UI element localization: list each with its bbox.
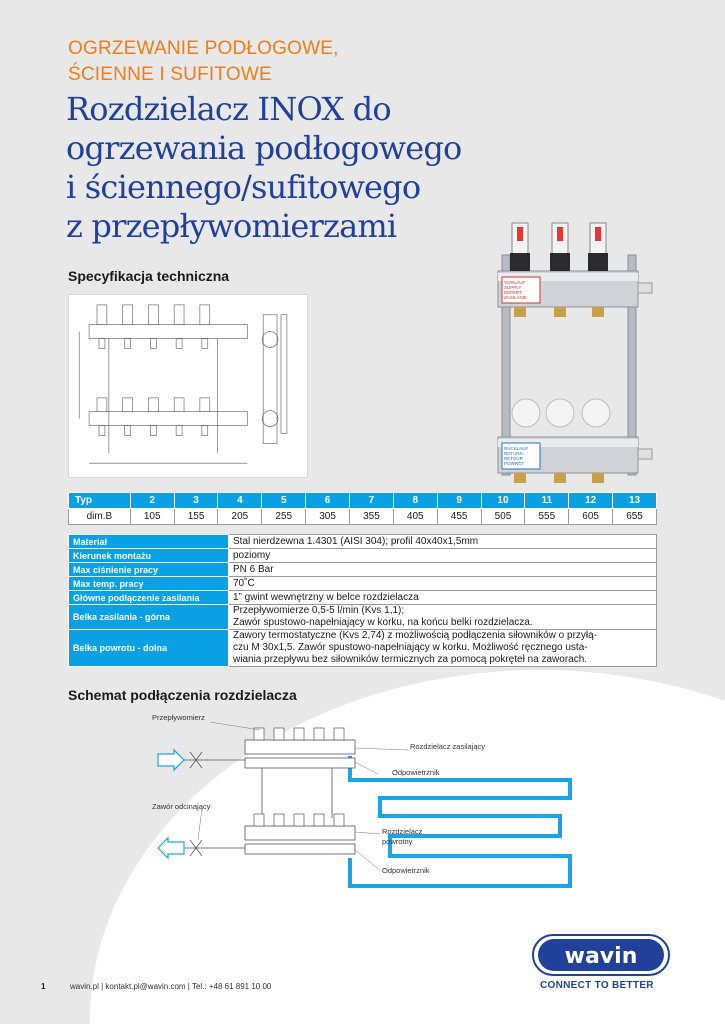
table-cell: 5 — [262, 493, 306, 509]
label-vent-2: Odpowietrznik — [382, 866, 430, 875]
label-return-manifold-1: Rozdzielacz — [382, 827, 423, 836]
table-cell: dim.B — [69, 509, 131, 525]
spec-value: PN 6 Bar — [229, 563, 657, 577]
spec-value: 70˚C — [229, 577, 657, 591]
category-kicker — [68, 36, 339, 88]
spec-value — [229, 630, 657, 667]
connection-schematic — [150, 708, 590, 893]
table-row — [69, 549, 657, 563]
return-label-2: RETURN — [504, 451, 523, 456]
supply-label-3: DEPART — [504, 290, 522, 295]
dimensions-table — [68, 492, 657, 525]
kicker-line-1: OGRZEWANIE PODŁOGOWE, — [68, 38, 339, 59]
spec-value-line: Zawory termostatyczne (Kvs 2,74) z możliwością podłączenia siłowników o przyłą- — [233, 630, 598, 641]
table-cell: 555 — [525, 509, 569, 525]
table-cell: 4 — [218, 493, 262, 509]
table-cell: 10 — [481, 493, 525, 509]
supply-label-1: VORLAUF — [504, 280, 526, 285]
table-cell: 7 — [350, 493, 394, 509]
table-row — [69, 605, 657, 630]
spec-value-line: Zawór spustowo-napełniający w korku, na końcu belki rozdzielacza. — [233, 617, 533, 628]
table-cell: 6 — [306, 493, 350, 509]
schema-heading: Schemat podłączenia rozdzielacza — [68, 687, 297, 703]
spec-key: Materiał — [69, 535, 229, 549]
label-shutoff-valve: Zawór odcinający — [152, 802, 211, 811]
table-cell: 13 — [613, 493, 657, 509]
manifold-photo — [490, 215, 670, 490]
title-line-2: ogrzewania podłogowego — [66, 129, 462, 167]
spec-heading: Specyfikacja techniczna — [68, 268, 230, 284]
table-cell: 11 — [525, 493, 569, 509]
technical-drawing — [68, 294, 308, 478]
table-row — [69, 577, 657, 591]
spec-key: Belka powrotu - dolna — [69, 630, 229, 667]
title-line-3: i ściennego/sufitowego — [66, 168, 421, 206]
footer-contact: wavin.pl | kontakt.pl@wavin.com | Tel.: +48 61 891 10 00 — [70, 982, 272, 991]
table-row — [69, 563, 657, 577]
supply-label-2: SUPPLY — [504, 285, 522, 290]
label-flowmeter: Przepływomierz — [152, 713, 205, 722]
table-cell: 405 — [393, 509, 437, 525]
logo-text: wavin — [564, 944, 638, 969]
table-cell: 605 — [569, 509, 613, 525]
return-label-3: RETOUR — [504, 456, 523, 461]
table-cell: 505 — [481, 509, 525, 525]
table-row — [69, 535, 657, 549]
table-cell: 355 — [350, 509, 394, 525]
page-title — [66, 90, 496, 246]
label-vent-1: Odpowietrznik — [392, 768, 440, 777]
table-cell: 2 — [130, 493, 174, 509]
spec-key: Max ciśnienie pracy — [69, 563, 229, 577]
table-row — [69, 509, 657, 525]
title-line-1: Rozdzielacz INOX do — [66, 90, 391, 128]
spec-key: Kierunek montażu — [69, 549, 229, 563]
spec-value-line: wiania przepływu bez siłowników termicznych za pomocą pokręteł na zaworach. — [233, 654, 588, 665]
table-cell: 9 — [437, 493, 481, 509]
spec-value: 1” gwint wewnętrzny w belce rozdzielacza — [229, 591, 657, 605]
table-cell: 3 — [174, 493, 218, 509]
kicker-line-2: ŚCIENNE I SUFITOWE — [68, 64, 272, 85]
table-cell: 305 — [306, 509, 350, 525]
supply-label-4: ZASILANIE — [504, 295, 528, 300]
spec-value: Stal nierdzewna 1.4301 (AISI 304); profil 40x40x1,5mm — [229, 535, 657, 549]
specifications-table — [68, 534, 657, 667]
table-cell: 8 — [393, 493, 437, 509]
table-cell: 655 — [613, 509, 657, 525]
wavin-logo — [532, 934, 670, 976]
table-cell: Typ — [69, 493, 131, 509]
spec-key: Max temp. pracy — [69, 577, 229, 591]
spec-key: Belka zasilania - górna — [69, 605, 229, 630]
table-cell: 255 — [262, 509, 306, 525]
table-row — [69, 591, 657, 605]
table-cell: 155 — [174, 509, 218, 525]
label-return-manifold-2: powrotny — [382, 837, 413, 846]
return-label-4: POWRÓT — [504, 461, 525, 466]
spec-value: poziomy — [229, 549, 657, 563]
table-cell: 455 — [437, 509, 481, 525]
page-number: 1 — [41, 982, 46, 991]
spec-value-line: Przepływomierze 0,5-5 l/min (Kvs 1,1); — [233, 605, 405, 616]
title-line-4: z przepływomierzami — [66, 207, 397, 245]
return-label-1: RÜCKLAUF — [504, 446, 529, 451]
tagline: CONNECT TO BETTER — [540, 980, 654, 991]
spec-key: Główne podłączenie zasilania — [69, 591, 229, 605]
table-cell: 205 — [218, 509, 262, 525]
spec-value-line: czu M 30x1,5. Zawór spustowo-napełniający w korku. Możliwość ręcznego usta- — [233, 642, 588, 653]
table-cell: 105 — [130, 509, 174, 525]
label-supply-manifold: Rozdzielacz zasilający — [410, 742, 486, 751]
spec-value — [229, 605, 657, 630]
table-row — [69, 630, 657, 667]
table-header-row — [69, 493, 657, 509]
table-cell: 12 — [569, 493, 613, 509]
